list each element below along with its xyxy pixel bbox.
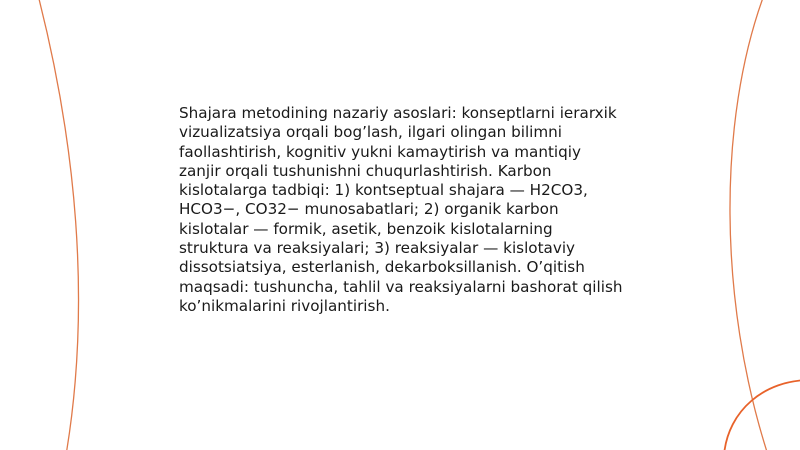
left-arc bbox=[38, 0, 79, 450]
bottom-right-circle-arc bbox=[724, 380, 800, 450]
slide-body-text: Shajara metodining nazariy asoslari: konseptlarni ierarxik vizualizatsiya orqali bog’lash, ilgari olingan bilimni faollashtirish, kognitiv yukni kamaytirish va mantiqiy zanjir orqali tushunishni chuqurlashtirish. Karbon kislotalarga tadbiqi: 1) kontseptual shajara — H2CO3, HCO3−, CO32− munosabatlari; 2) organik karbon kislotalar — formik, asetik, benzoik kislotalarning struktura va reaksiyalari; 3) reaksiyalar — kislotaviy dissotsiatsiya, esterlanish, dekarboksillanish. O’qitish maqsadi: tushuncha, tahlil va reaksiyalarni bashorat qilish ko’nikmalarini rivojlantirish. bbox=[179, 104, 623, 315]
right-arc bbox=[730, 0, 768, 450]
